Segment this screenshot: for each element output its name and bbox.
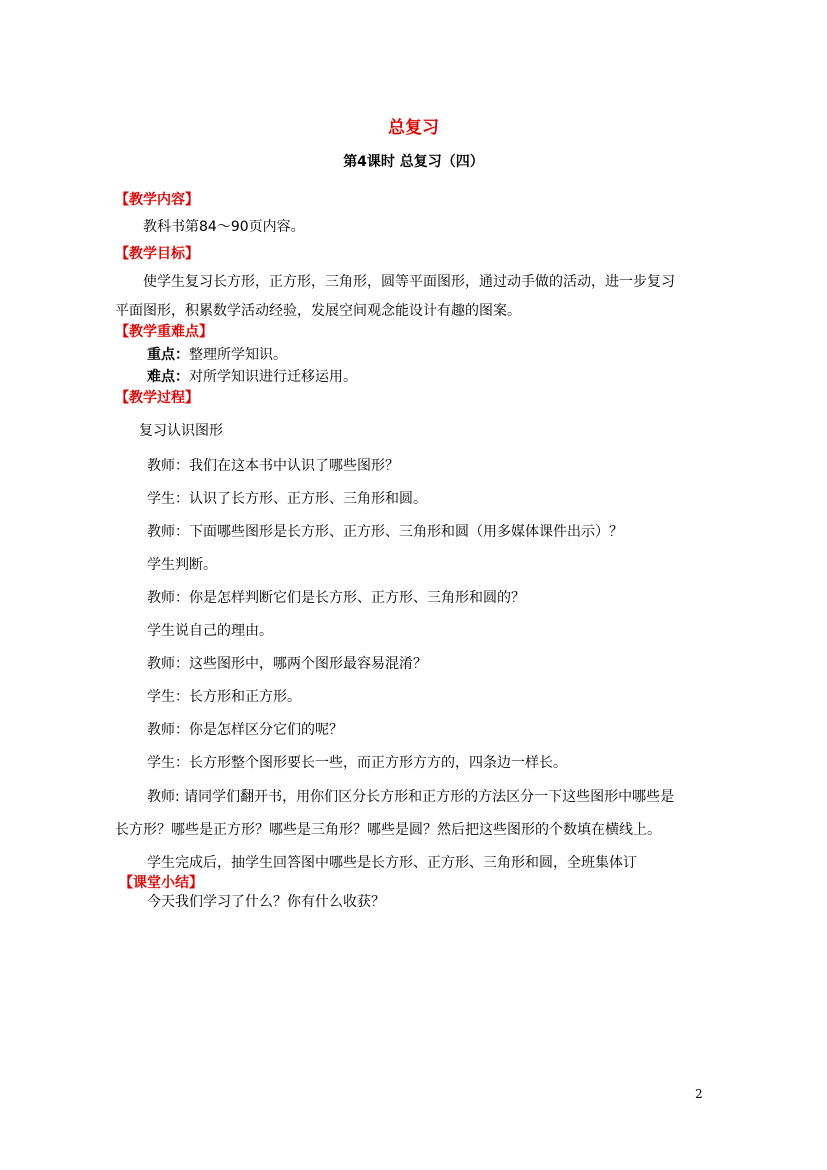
process-line: 学生判断。 — [147, 557, 217, 573]
process-subheading: 复习认识图形 — [139, 423, 223, 439]
process-line: 教师：你是怎样判断它们是长方形、正方形、三角形和圆的？ — [147, 590, 525, 606]
difficulty-line — [147, 366, 357, 386]
document-title: 总复习 — [388, 118, 439, 138]
section-heading-content: 【教学内容】 — [115, 192, 199, 208]
lesson-subtitle: 第4课时 总复习（四） — [343, 154, 484, 170]
process-line: 教师: 请同学们翻开书，用你们区分长方形和正方形的方法区分一下这些图形中哪些是 — [147, 789, 675, 805]
goals-text-line-2: 平面图形，积累数学活动经验，发展空间观念能设计有趣的图案。 — [115, 303, 521, 319]
key-point-label: 重点： — [147, 347, 189, 363]
process-line: 长方形？哪些是正方形？哪些是三角形？哪些是圆？然后把这些图形的个数填在横线上。 — [115, 822, 661, 838]
key-point-line — [147, 344, 287, 364]
goals-text-line-1: 使学生复习长方形，正方形，三角形，圆等平面图形，通过动手做的活动，进一步复习 — [143, 274, 675, 290]
process-line: 学生说自己的理由。 — [147, 623, 273, 639]
process-line: 学生：认识了长方形、正方形、三角形和圆。 — [147, 491, 427, 507]
difficulty-text: 对所学知识进行迁移运用。 — [189, 369, 357, 385]
section-heading-process: 【教学过程】 — [115, 390, 199, 406]
process-line: 学生：长方形整个图形要长一些，而正方形方方的，四条边一样长。 — [147, 755, 567, 771]
process-line: 教师：下面哪些图形是长方形、正方形、三角形和圆（用多媒体课件出示）？ — [147, 524, 623, 540]
difficulty-label: 难点： — [147, 369, 189, 385]
process-line: 学生：长方形和正方形。 — [147, 689, 301, 705]
section-heading-key-points: 【教学重难点】 — [115, 324, 213, 340]
section-heading-goals: 【教学目标】 — [115, 246, 199, 262]
process-line: 教师：你是怎样区分它们的呢？ — [147, 722, 343, 738]
section-heading-summary: 【课堂小结】 — [119, 875, 203, 891]
summary-text: 今天我们学习了什么？你有什么收获？ — [147, 894, 385, 910]
content-text: 教科书第84～90页内容。 — [143, 219, 305, 235]
process-line: 教师：这些图形中，哪两个图形最容易混淆？ — [147, 656, 427, 672]
page-number: 2 — [695, 1087, 703, 1101]
key-point-text: 整理所学知识。 — [189, 347, 287, 363]
process-line: 学生完成后，抽学生回答图中哪些是长方形、正方形、三角形和圆，全班集体订 — [147, 855, 637, 871]
process-line: 教师：我们在这本书中认识了哪些图形？ — [147, 458, 399, 474]
